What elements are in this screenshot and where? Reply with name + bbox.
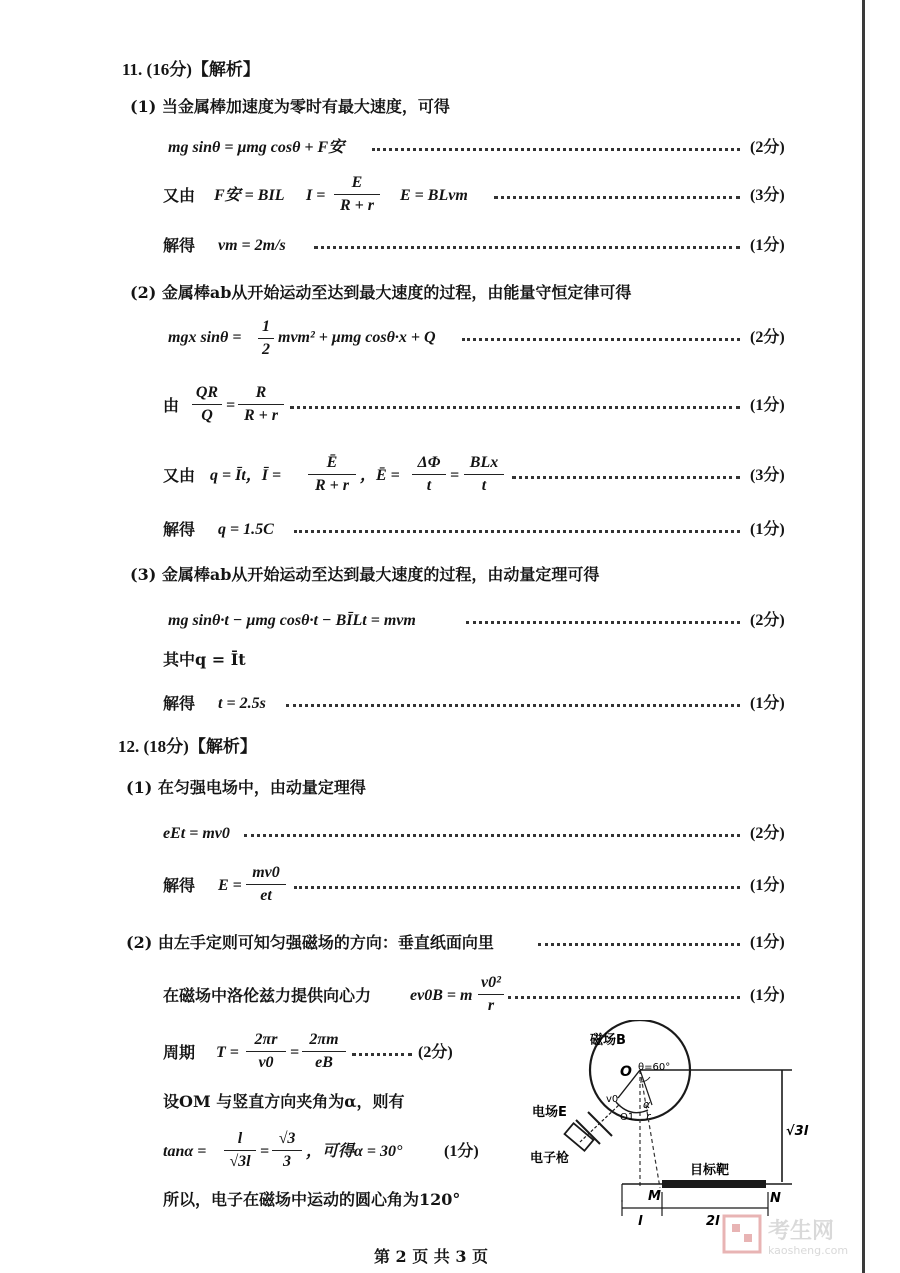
q12-p2-lorentz-lhs: ev0B = m xyxy=(410,987,473,1004)
score: (3分) xyxy=(750,467,785,484)
q11-p2-sol: q = 1.5C xyxy=(218,521,274,538)
q11-p1-sol: vm = 2m/s xyxy=(218,237,286,254)
q11-p1-sol-prefix: 解得 xyxy=(163,236,196,255)
dot-leader xyxy=(494,196,740,199)
score: (1分) xyxy=(750,695,785,712)
equals-sign: = xyxy=(290,1044,300,1061)
score: (1分) xyxy=(750,934,785,951)
equals-sign: = xyxy=(450,467,460,484)
dot-leader xyxy=(244,834,740,837)
fraction: $\frac{\text{v0²}}{r}$ xyxy=(478,972,504,1017)
o1-label: O1 xyxy=(620,1112,635,1123)
v0-label: v0 xyxy=(606,1094,619,1105)
score: (1分) xyxy=(750,987,785,1004)
dot-leader xyxy=(294,886,740,889)
q12-p2-angle-intro: 设OM 与竖直方向夹角为α，则有 xyxy=(163,1092,405,1111)
fraction: $\frac{2\pi m}{eB}$ xyxy=(302,1029,346,1074)
dot-leader xyxy=(286,704,740,707)
score: (1分) xyxy=(444,1143,479,1160)
page-edge-line xyxy=(862,0,865,1273)
q12-p2-conclusion: 所以，电子在磁场中运动的圆心角为120° xyxy=(163,1190,461,1209)
score: (2分) xyxy=(750,329,785,346)
dot-leader xyxy=(290,406,740,409)
fraction: BLx t xyxy=(464,452,504,497)
score: (2分) xyxy=(750,139,785,156)
angle-label: θ=60° xyxy=(638,1062,671,1073)
fraction: $\frac{\Delta\Phi}{t}$ xyxy=(412,452,446,497)
fraction: $\frac{√3}{3}$ xyxy=(272,1128,302,1173)
om-dashed-line xyxy=(640,1070,660,1188)
watermark-logo xyxy=(720,1210,890,1260)
equals-sign: = xyxy=(226,397,236,414)
watermark-icon xyxy=(720,1210,890,1260)
dot-leader xyxy=(352,1053,412,1056)
q11-p1-eq2-a: F安 = BIL xyxy=(214,187,285,204)
2l-label: 2l xyxy=(706,1214,720,1229)
fraction: $\frac{R}{R + r}$ xyxy=(238,382,284,427)
q11-p2-eq3-b: ，Ē = xyxy=(360,467,400,484)
m-label: M xyxy=(648,1189,661,1204)
q12-p2-period-prefix: 周期 xyxy=(163,1043,196,1062)
dot-leader xyxy=(372,148,740,151)
l-label: l xyxy=(638,1214,643,1229)
q11-heading: 11. (16分)【解析】 xyxy=(122,60,260,79)
fraction: $\frac{mv0}{et}$ xyxy=(246,862,286,907)
field-b-label: 磁场B xyxy=(590,1033,626,1048)
e-field-label: 电场E xyxy=(532,1105,567,1120)
score: (2分) xyxy=(750,612,785,629)
score: (1分) xyxy=(750,397,785,414)
gun-label: 电子枪 xyxy=(530,1151,570,1166)
q12-p1-eq1: eEt = mv0 xyxy=(163,825,230,842)
q11-p2-eq1-lhs: mgx sinθ = xyxy=(168,329,242,346)
physics-figure xyxy=(520,1020,840,1230)
watermark-url: kaosheng.com xyxy=(768,1244,849,1257)
target-label: 目标靶 xyxy=(690,1163,730,1178)
q12-p2-tan-lhs: tanα = xyxy=(163,1143,207,1160)
fraction: $\frac{QR}{Q}$ xyxy=(192,382,222,427)
fraction: $\frac{E}{R + r}$ xyxy=(334,172,380,217)
q11-p1-eq1: mg sinθ = μmg cosθ + F安 xyxy=(168,139,345,156)
score: (3分) xyxy=(750,187,785,204)
dot-leader xyxy=(466,621,740,624)
field-plate xyxy=(576,1120,600,1144)
q12-p2-period-lhs: T = xyxy=(216,1044,239,1061)
q12-p1-sol-prefix: 解得 xyxy=(163,876,196,895)
q12-p2-intro: (2) 由左手定则可知匀强磁场的方向：垂直纸面向里 xyxy=(126,933,494,952)
dot-leader xyxy=(538,943,740,946)
target-plate xyxy=(662,1180,766,1188)
q11-p3-eq1: mg sinθ·t − μmg cosθ·t − BĪLt = mvm xyxy=(168,612,416,629)
dot-leader xyxy=(508,996,740,999)
q11-p1-intro: (1) 当金属棒加速度为零时有最大速度，可得 xyxy=(130,97,450,116)
q12-p1-sol-lhs: E = xyxy=(218,877,242,894)
score: (2分) xyxy=(418,1044,453,1061)
q11-p2-eq1-rhs: mvm² + μmg cosθ·x + Q xyxy=(278,329,436,346)
fraction: $\frac{1}{2}$ xyxy=(258,316,274,361)
score: (1分) xyxy=(750,521,785,538)
dot-leader xyxy=(462,338,740,341)
q11-p2-intro: (2) 金属棒ab从开始运动至达到最大速度的过程，由能量守恒定律可得 xyxy=(130,283,632,302)
q11-p3-note: 其中q = Īt xyxy=(163,650,246,669)
page-footer: 第 2 页 共 3 页 xyxy=(373,1247,489,1266)
electron-gun xyxy=(565,1123,594,1150)
n-label: N xyxy=(770,1191,781,1206)
q11-p1-eq2-c: E = BLvm xyxy=(400,187,468,204)
dot-leader xyxy=(294,530,740,533)
score: (1分) xyxy=(750,237,785,254)
equals-sign: = xyxy=(260,1143,270,1160)
fraction: $\frac{2\pi r}{v0}$ xyxy=(246,1029,286,1074)
q12-p2-lorentz-text: 在磁场中洛伦兹力提供向心力 xyxy=(163,986,372,1005)
q11-p2-eq3-a: q = Īt，Ī = xyxy=(210,467,282,484)
q11-p3-sol: t = 2.5s xyxy=(218,695,266,712)
watermark-name: 考生网 xyxy=(768,1219,835,1244)
q11-p2-eq2-prefix: 由 xyxy=(163,396,180,415)
alpha-label: α xyxy=(643,1098,651,1111)
fraction: $\frac{Ē}{R + r}$ xyxy=(308,452,356,497)
q11-p1-eq2-b-lhs: I = xyxy=(306,187,326,204)
q11-p1-eq2-prefix: 又由 xyxy=(163,186,196,205)
score: (1分) xyxy=(750,877,785,894)
q11-p3-intro: (3) 金属棒ab从开始运动至达到最大速度的过程，由动量定理可得 xyxy=(130,565,600,584)
q11-p2-sol-prefix: 解得 xyxy=(163,520,196,539)
field-plate-2 xyxy=(588,1112,612,1136)
q12-heading: 12. (18分)【解析】 xyxy=(118,737,257,756)
dot-leader xyxy=(314,246,740,249)
q12-p1-intro: (1) 在匀强电场中，由动量定理得 xyxy=(126,778,366,797)
q11-p2-eq3-prefix: 又由 xyxy=(163,466,196,485)
score: (2分) xyxy=(750,825,785,842)
dot-leader xyxy=(512,476,740,479)
o-label: O xyxy=(620,1064,632,1080)
height-label: √3l xyxy=(786,1124,809,1139)
fraction: $\frac{l}{√3l}$ xyxy=(224,1128,256,1173)
q11-p3-sol-prefix: 解得 xyxy=(163,694,196,713)
q12-p2-tan-rhs: ，可得α = 30° xyxy=(306,1143,403,1160)
r-label: r xyxy=(646,1110,651,1123)
